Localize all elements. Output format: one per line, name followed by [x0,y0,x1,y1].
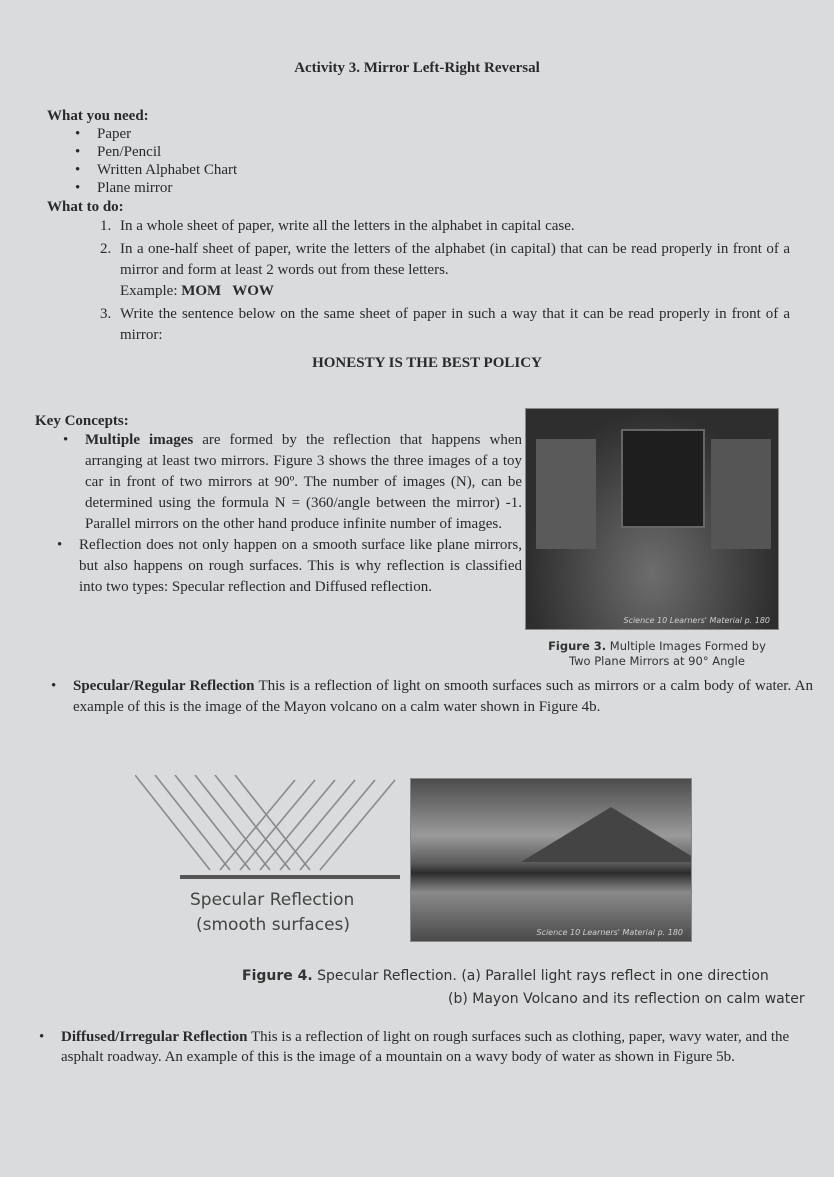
watermark: Science 10 Learners' Material p. 180 [623,616,770,625]
reflected-ray [220,780,295,870]
diagram-label-1: Specular Reflection [190,890,355,910]
step-3 [100,304,790,346]
incident-ray [135,775,210,870]
need-item: • Paper [97,125,807,143]
caption-text: Specular Reflection. (a) Parallel light rays reflect in one direction [312,968,769,984]
todo-heading: What to do: [47,199,124,215]
caption-text: Multiple Images Formed by [606,639,766,653]
concept-text: This is a reflection of light on smooth surfaces such as mirrors or a calm body of water. An example of this is the image of the Mayon volcano on a calm water shown in Figure 4b. [73,678,813,715]
term: Specular/Regular Reflection [73,678,255,694]
reflected-ray [280,780,355,870]
incident-ray [155,775,230,870]
figure-label: Figure 3. [548,639,607,653]
concept-text: are formed by the reflection that happens when arranging at least two mirrors. Figure 3 shows the three images of a toy car in front of two mirrors at 90º. The number of images (N), can be determined using the formula N = (360/angle between the mirror) -1. Parallel mirrors on the other hand produce infinite number of images. [85,432,522,532]
smooth-surface [180,875,400,879]
term: Multiple images [85,432,194,448]
caption-text: Two Plane Mirrors at 90° Angle [569,654,745,668]
example-words: MOM WOW [181,283,274,299]
concept-diffused-wrap [61,1027,831,1067]
mirror-shape [711,439,771,549]
mirror-shape [536,439,596,549]
step-1 [100,216,790,237]
todo-list [47,216,790,346]
concept-multiple-images [85,430,522,535]
step-2 [100,239,790,302]
concept-text: Reflection does not only happen on a smooth surface like plane mirrors, but also happens on rough surfaces. This is why reflection is classified into two types: Specular reflection and Diffused reflection. [79,537,522,595]
concept-diffused [61,1027,831,1067]
step-number: 1. [100,218,112,234]
figure4-caption [242,968,769,984]
example [120,281,790,302]
reflected-ray [300,780,375,870]
need-item: • Plane mirror [97,179,807,197]
key-heading: Key Concepts: [35,413,129,429]
concept-text: This is a reflection of light on rough surfaces such as clothing, paper, wavy water, and the asphalt roadway. An example of this is the image of a mountain on a wavy body of water as shown in Figure 5b. [61,1029,790,1065]
step-body [120,239,790,302]
step-number: 3. [100,306,112,322]
mirror-shape [621,429,705,528]
figure3-photo [525,408,779,630]
incident-ray [175,775,250,870]
concept-specular-wrap [73,676,813,718]
step-text: In a one-half sheet of paper, write the letters of the alphabet (in capital) that can be read properly in front of a mirror and form at least 2 words out from these letters. [120,241,790,278]
figure4-caption-b: (b) Mayon Volcano and its reflection on calm water [448,991,805,1007]
need-item: • Written Alphabet Chart [97,161,807,179]
reflected-ray [240,780,315,870]
diagram-label-2: (smooth surfaces) [196,915,351,935]
reflected-ray [320,780,395,870]
step-text: In a whole sheet of paper, write all the letters in the alphabet in capital case. [120,218,575,234]
concept-types [79,535,522,598]
step-number: 2. [100,241,112,257]
example-label: Example: [120,283,178,299]
figure-label: Figure 4. [242,968,313,984]
diagram-label [190,888,354,938]
need-heading: What you need: [47,108,149,124]
need-list [47,125,807,197]
reflected-ray [260,780,335,870]
watermark: Science 10 Learners' Material p. 180 [536,928,683,937]
specular-reflection-diagram [135,775,420,885]
step-text: Write the sentence below on the same sheet of paper in such a way that it can be read properly in front of a mirror: [120,306,790,343]
activity-title: Activity 3. Mirror Left-Right Reversal [294,60,540,76]
mayon-volcano-photo [410,778,692,942]
sentence: HONESTY IS THE BEST POLICY [312,355,542,371]
concept-specular [73,676,813,718]
volcano-shape [521,807,692,862]
what-you-need-section [47,108,807,348]
figure3-caption [522,639,792,669]
term: Diffused/Irregular Reflection [61,1029,248,1045]
key-left-column [35,430,522,598]
need-item: • Pen/Pencil [97,143,807,161]
